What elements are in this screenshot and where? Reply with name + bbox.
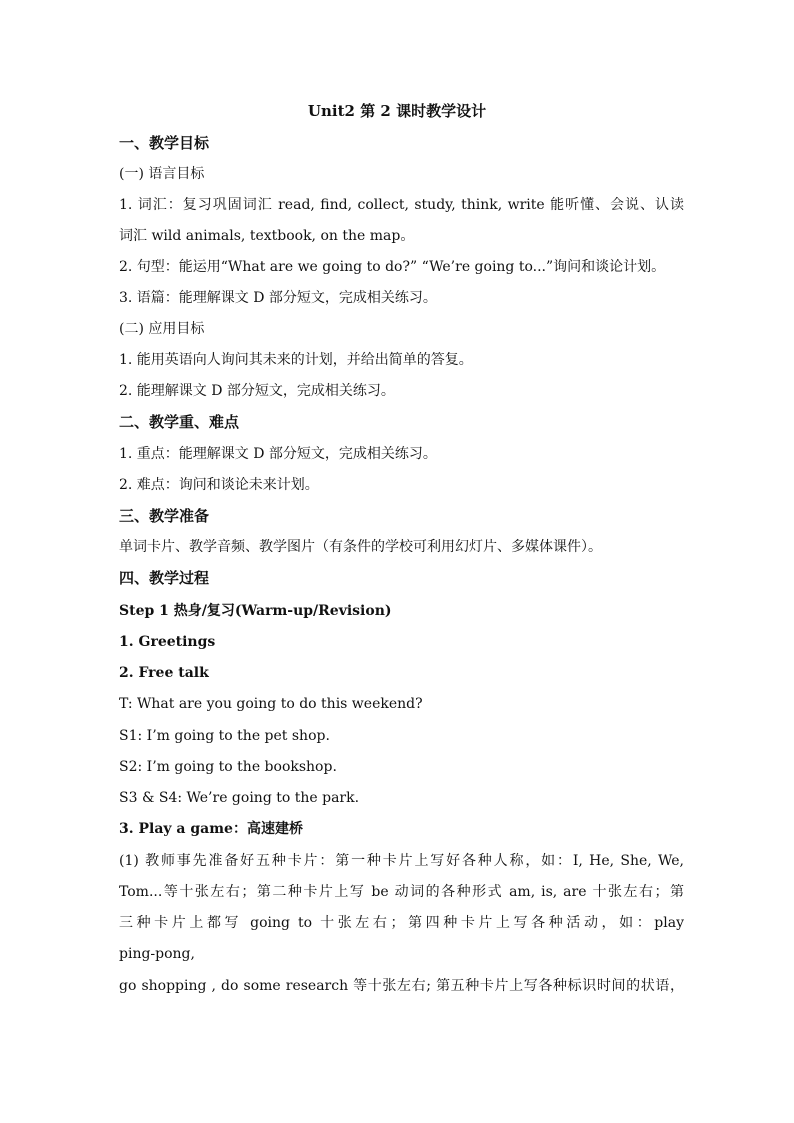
- paragraph-line: ping-pong,: [119, 946, 195, 962]
- paragraph-line: 三种卡片上都写 going to 十张左右；第四种卡片上写各种活动，如：play: [119, 915, 684, 931]
- dialogue-line: S2: I’m going to the bookshop.: [119, 759, 337, 775]
- paragraph-line: 2. 难点：询问和谈论未来计划。: [119, 477, 319, 493]
- dialogue-line: S3 & S4: We’re going to the park.: [119, 790, 360, 806]
- paragraph-line: 词汇 wild animals, textbook, on the map。: [119, 228, 415, 244]
- section-heading-process: 四、教学过程: [119, 569, 210, 587]
- section-heading-preparation: 三、教学准备: [119, 507, 210, 525]
- paragraph-line: 3. 语篇：能理解课文 D 部分短文，完成相关练习。: [119, 290, 437, 306]
- paragraph-line: 2. 句型：能运用“What are we going to do?” “We’re going to...”询问和谈论计划。: [119, 259, 666, 275]
- dialogue-line: T: What are you going to do this weekend?: [119, 696, 423, 712]
- paragraph-line: (1) 教师事先准备好五种卡片：第一种卡片上写好各种人称，如：I, He, She, We,: [119, 853, 684, 869]
- item-heading-game: 3. Play a game：高速建桥: [119, 821, 303, 837]
- dialogue-line: S1: I’m going to the pet shop.: [119, 728, 330, 744]
- paragraph-line: go shopping , do some research 等十张左右; 第五种卡片上写各种标识时间的状语，: [119, 978, 684, 994]
- item-heading-free-talk: 2. Free talk: [119, 665, 209, 681]
- subheading-language-objectives: (一) 语言目标: [119, 166, 205, 182]
- document-title: Unit2 第 2 课时教学设计: [307, 102, 487, 120]
- paragraph-line: 1. 重点：能理解课文 D 部分短文，完成相关练习。: [119, 446, 437, 462]
- section-heading-key-points: 二、教学重、难点: [119, 413, 240, 431]
- subheading-application-objectives: (二) 应用目标: [119, 321, 205, 337]
- item-heading-greetings: 1. Greetings: [119, 634, 216, 650]
- step-heading: Step 1 热身/复习(Warm-up/Revision): [119, 603, 392, 619]
- paragraph-line: Tom...等十张左右；第二种卡片上写 be 动词的各种形式 am, is, are 十张左右；第: [119, 884, 684, 900]
- paragraph-line: 1. 能用英语向人询问其未来的计划，并给出简单的答复。: [119, 352, 473, 368]
- section-heading-objectives: 一、教学目标: [119, 134, 210, 152]
- paragraph-line: 2. 能理解课文 D 部分短文，完成相关练习。: [119, 383, 395, 399]
- paragraph-line: 单词卡片、教学音频、教学图片（有条件的学校可利用幻灯片、多媒体课件）。: [119, 539, 602, 555]
- paragraph-line: 1. 词汇：复习巩固词汇 read, find, collect, study, think, write 能听懂、会说、认读: [119, 197, 684, 213]
